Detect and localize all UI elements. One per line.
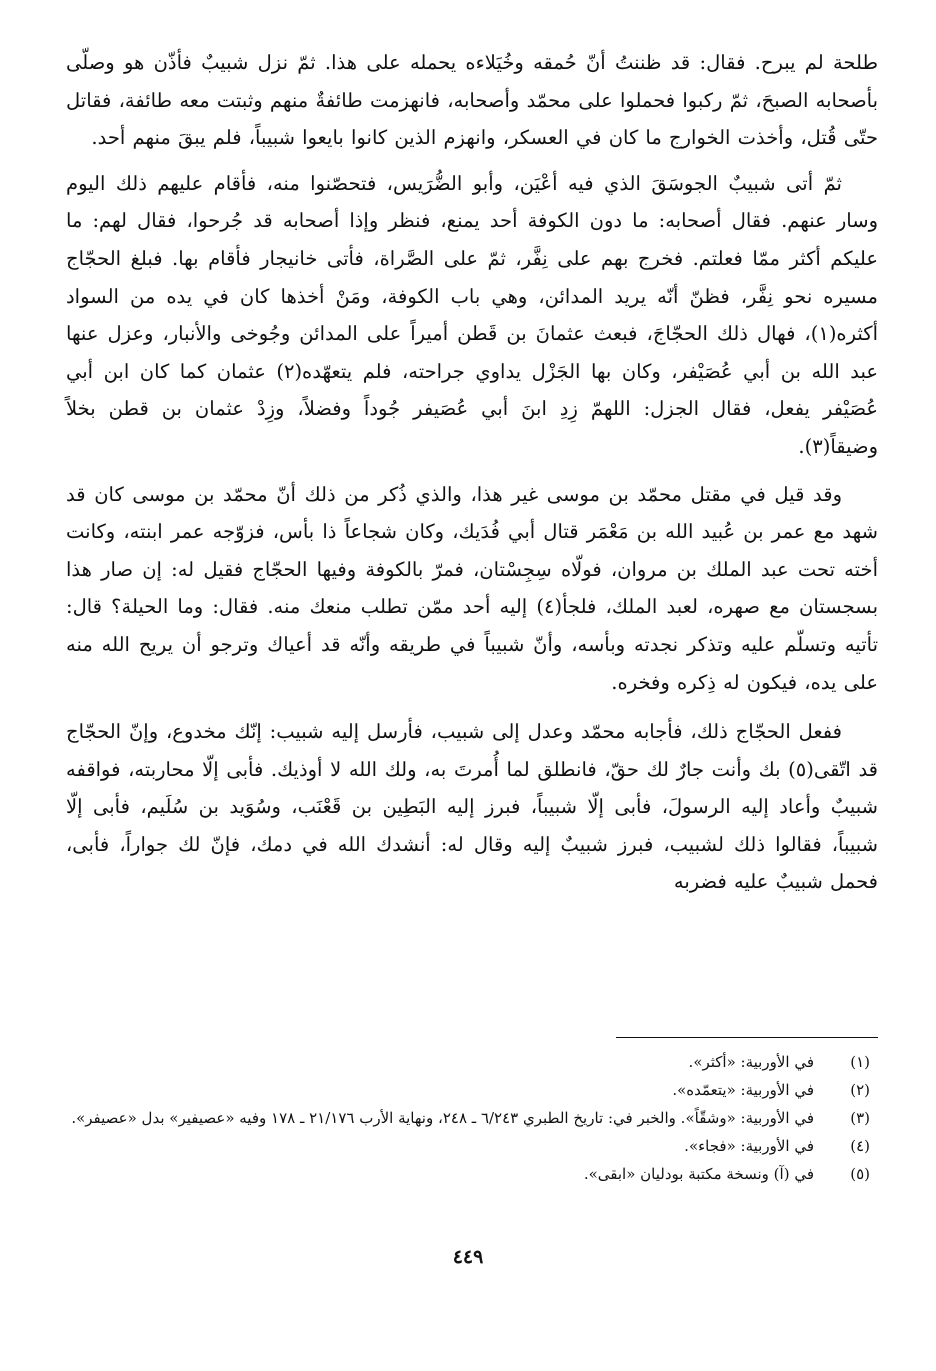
footnote-number: (٥) <box>850 1165 870 1183</box>
footnote-text: في الأوربية: «يتعمّده». <box>672 1081 814 1099</box>
paragraph-1: طلحة لم يبرح. فقال: قد ظننتُ أنّ حُمقه وخُيَلاءه يحمله على هذا. ثمّ نزل شبيبٌ فأذّن هو وصلّى بأصحابه الصبحَ، ثمّ ركبوا فحملوا على محمّد وأصحابه، فانهزمت طائفةٌ منهم وثبتت معه طائفة، فقاتل حتّى قُتل، وأخذت الخوارج ما كان في العسكر، وانهزم الذين كانوا بايعوا شبيباً، فلم يبقَ منهم أحد. <box>66 51 878 150</box>
footnote-divider <box>616 1037 878 1038</box>
footnote-3 <box>66 1104 878 1132</box>
footnotes <box>66 1048 878 1188</box>
paragraph-3: وقد قيل في مقتل محمّد بن موسى غير هذا، والذي ذُكر من ذلك أنّ محمّد بن موسى كان قد شهد مع عمر بن عُبيد الله بن مَعْمَر قتال أبي فُدَيك، وكان شجاعاً ذا بأس، فزوّجه عمر ابنته، وكانت أخته تحت عبد الملك بن مروان، فولّاه سِجِسْتان، فمرّ بالكوفة وفيها الحجّاج فقيل له: إن صار هذا بسجستان مع صهره، لعبد الملك، فلجأ(٤) إليه أحد ممّن تطلب منعك منه. فقال: وما الحيلة؟ قال: تأتيه وتسلّم عليه وتذكر نجدته وبأسه، وأنّ شبيباً في طريقه وأنّه قد أعياك وترجو أن يريح الله منه على يده، فيكون له ذِكره وفخره. <box>66 482 878 694</box>
footnote-text: في الأوربية: «أكثر». <box>688 1053 814 1071</box>
footnote-text: في (آ) ونسخة مكتبة بودليان «ابقى». <box>583 1165 814 1183</box>
page-number: ٤٤٩ <box>452 1246 484 1268</box>
footnote-5 <box>66 1160 878 1188</box>
footnote-2 <box>66 1076 878 1104</box>
footnote-number: (٤) <box>850 1137 870 1155</box>
footnote-number: (١) <box>850 1053 870 1071</box>
footnote-text: في الأوربية: «فجاء». <box>684 1137 814 1155</box>
paragraph-2: ثمّ أتى شبيبٌ الجوسَقَ الذي فيه أعْيَن، وأبو الضُّرَيس، فتحصّنوا منه، فأقام عليهم ذلك اليوم وسار عنهم. فقال أصحابه: ما دون الكوفة أحد يمنع، فنظر وإذا أصحابه قد جُرحوا، فقال لهم: ما عليكم أكثر ممّا فعلتم. فخرج بهم على نِفَّر، ثمّ على الصَّراة، فأتى خانيجار فأقام بها. فبلغ الحجّاج مسيره نحو نِفَّر، فظنّ أنّه يريد المدائن، وهي باب الكوفة، ومَنْ أخذها كان في يده من السواد أكثره(١)، فهال ذلك الحجّاجَ، فبعث عثمانَ بن قَطن أميراً على المدائن وجُوخى والأنبار، وعزل عنها عبد الله بن أبي عُصَيْفر، وكان بها الجَزْل يداوي جراحته، فلم يتعهّده(٢) عثمان كما كان ابن أبي عُصَيْفر يفعل، فقال الجزل: اللهمّ زِدِ ابنَ أبي عُصَيفر جُوداً وفضلاً، وزِدْ عثمان بن قطن بخلاً وضيقاً(٣). <box>66 171 878 458</box>
footnote-text: في الأوربية: «وشقّاً». والخبر في: تاريخ الطبري ٦/٢٤٣ ـ ٢٤٨، ونهاية الأرب ٢١/١٧٦ ـ ١٧٨ وفيه «عصيفير» بدل «عصيفر». <box>71 1109 814 1127</box>
footnote-number: (٢) <box>850 1081 870 1099</box>
footnote-number: (٣) <box>850 1109 870 1127</box>
footnote-1 <box>66 1048 878 1076</box>
paragraph-4: ففعل الحجّاج ذلك، فأجابه محمّد وعدل إلى شبيب، فأرسل إليه شبيب: إنّك مخدوع، وإنّ الحجّاج قد اتّقى(٥) بك وأنت جارٌ لك حقّ، فانطلق لما أُمرتَ به، ولك الله لا أوذيك. فأبى إلّا محاربته، فواقفه شبيبٌ وأعاد إليه الرسولَ، فأبى إلّا شبيباً، فبرز إليه البَطِين بن قَعْنَب، وسُوَيد بن سُلَيم، فأبى إلّا شبيباً، فقالوا ذلك لشبيب، فبرز شبيبٌ إليه وقال له: أنشدك الله في دمك، فإنّ لك جواراً، فأبى، فحمل شبيبٌ عليه فضربه <box>66 720 879 894</box>
main-text <box>66 44 878 901</box>
footnote-4 <box>66 1132 878 1160</box>
